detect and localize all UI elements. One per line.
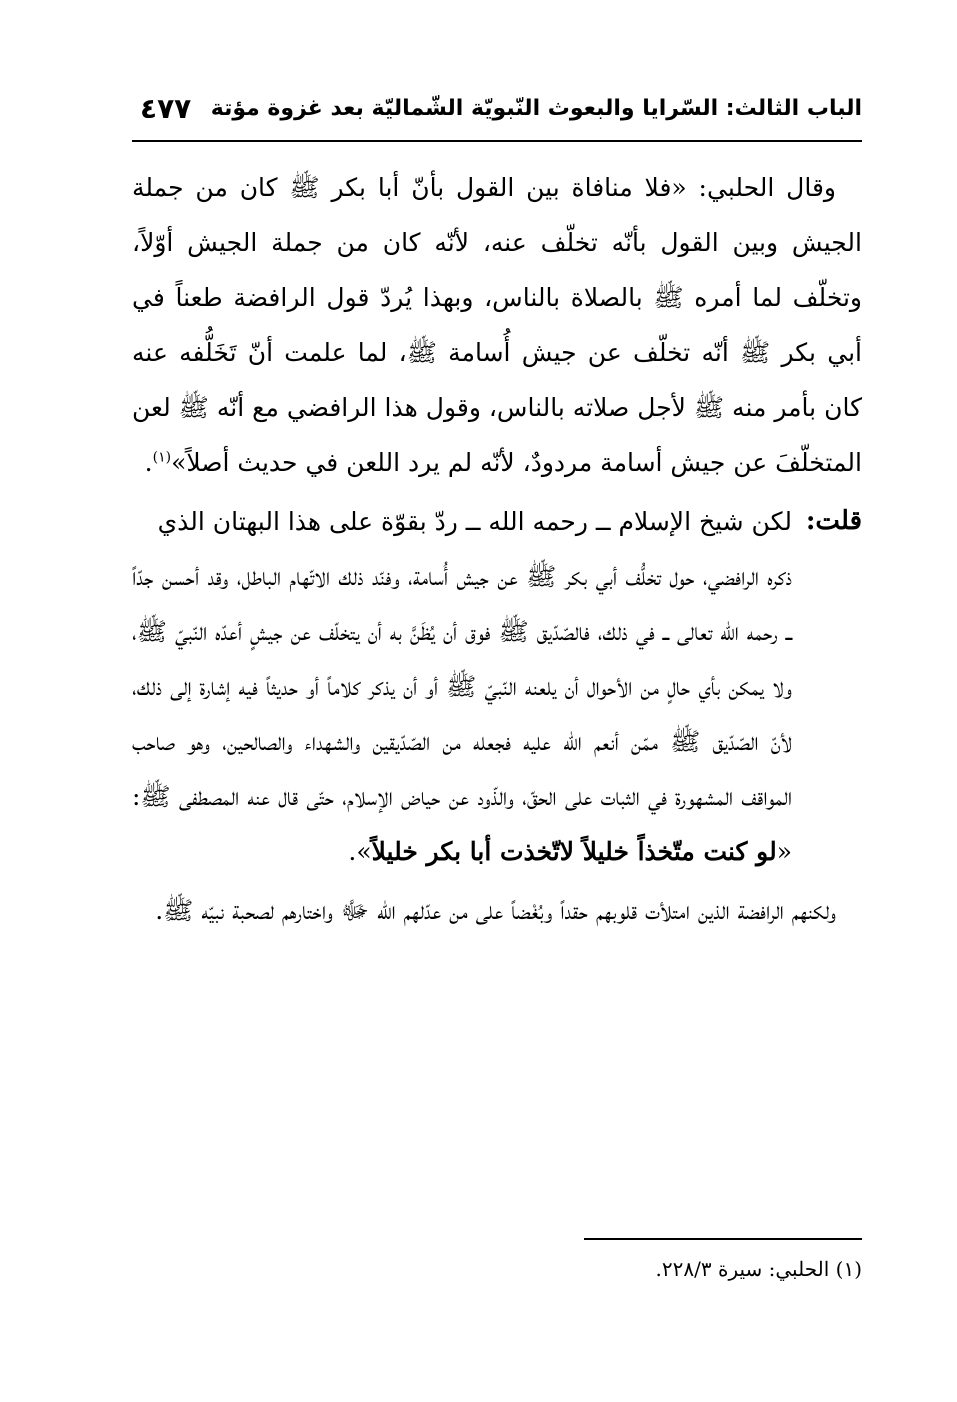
footnote: (١) الحلبي: سيرة ٢٢٨/٣. [655,1257,862,1281]
hadith-quote: لو كنت متّخذاً خليلاً لاتّخذت أبا بكر خليلاً [371,837,777,866]
page-body [132,160,862,938]
qult-body-text: ذكره الرافضي، حول تخلُّف أبي بكر ﷺ عن جيش أُسامة، وفنّد ذلك الاتّهام الباطل، وقد أحسن جدّاً ــ رحمه الله تعالى ــ في ذلك، فالصّدّيق ﷺ فوق أن يُظَنَّ به أن يتخلّف عن جيشٍ أعدّه النّبيّ ﷺ، ولا يمكن بأي حالٍ من الأحوال أن يلعنه النّبيّ ﷺ أو أن يذكر كلاماً أو حديثاً فيه إشارة إلى ذلك، لأنّ الصّدّيق ﷺ ممّن أنعم الله عليه فجعله من الصّدّيقين والشهداء والصالحين، وهو صاحب المواقف المشهورة في الثبات على الحقّ، والذّود عن حياض الإسلام، حتّى قال عنه المصطفى ﷺ: « [132,562,792,866]
paragraph-qult [132,494,862,879]
qult-first-line: لكن شيخ الإسلام ــ رحمه الله ــ ردّ بقوّة على هذا البهتان الذي [157,507,792,536]
qult-label: قلت: [805,506,862,536]
footnote-divider [584,1238,862,1240]
paragraph-halabi-quote [132,160,862,490]
page-number: ٤٧٧ [140,92,192,125]
footnote-reference: (١) [152,449,172,466]
qult-body [132,549,862,879]
running-title: الباب الثالث: السّرايا والبعوث النّبويّة الشّماليّة بعد غزوة مؤتة [210,96,862,121]
paragraph-text: وقال الحلبي: «فلا منافاة بين القول بأنّ أبا بكر ﷺ كان من جملة الجيش وبين القول بأنّه تخلّف عنه، لأنّه كان من جملة الجيش أوّلاً، وتخلّف لما أمره ﷺ بالصلاة بالناس، وبهذا يُردّ قول الرافضة طعناً في أبي بكر ﷺ أنّه تخلّف عن جيش أُسامة ﷺ، لما علمت أنّ تَخَلُّفه عنه كان بأمر منه ﷺ لأجل صلاته بالناس، وقول هذا الرافضي مع أنّه ﷺ لعن المتخلّفَ عن جيش أسامة مردودٌ، لأنّه لم يرد اللعن في حديث أصلاً» [132,173,862,477]
qult-end: ». [348,837,372,866]
page-header [132,92,862,142]
paragraph-rafida: ولكنهم الرافضة الذين امتلأت قلوبهم حقداً وبُغْضاً على من عدّلهم الله ﷻ واختارهم لصحبة نبيّه ﷺ. [155,896,836,925]
paragraph-end: . [144,448,153,477]
